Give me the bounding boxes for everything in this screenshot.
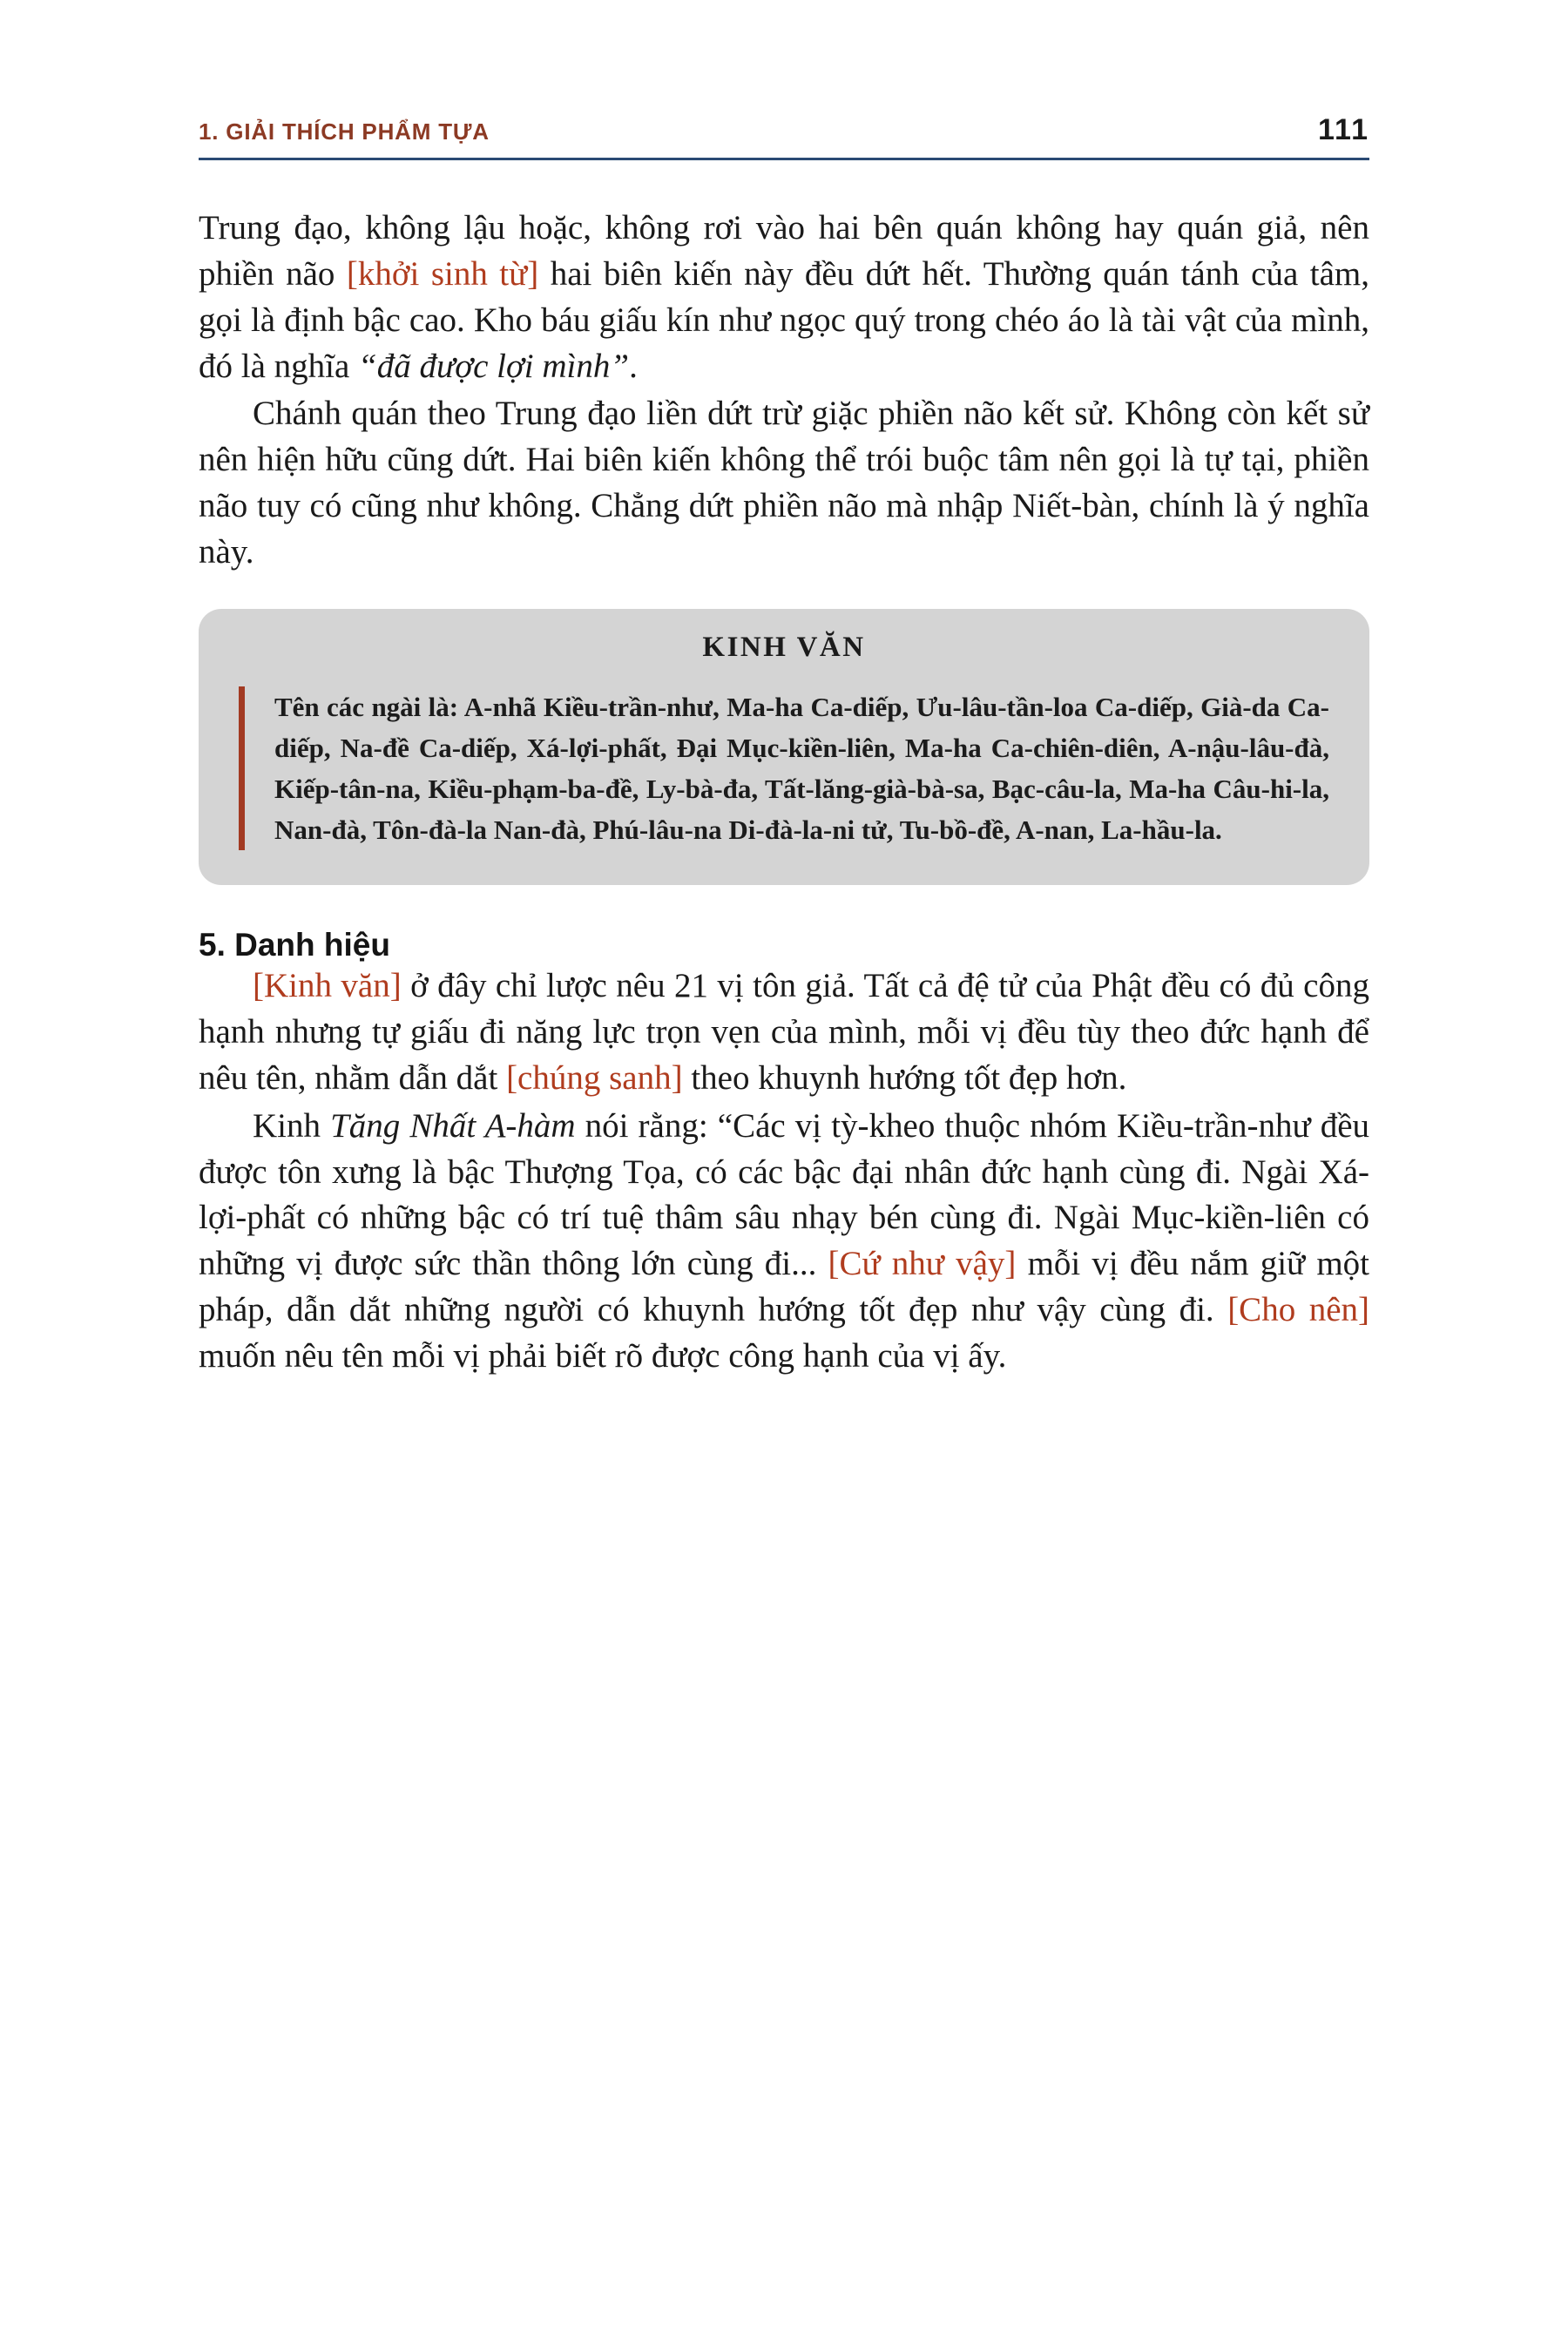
section-paragraph-2-part-1: Kinh <box>253 1106 331 1145</box>
paragraph-1-bracket-1: [khởi sinh từ] <box>346 254 539 293</box>
page-number: 111 <box>1318 113 1369 146</box>
sutra-body-wrapper <box>239 686 1329 850</box>
section-paragraph-1-bracket-1: [Kinh văn] <box>253 967 402 1005</box>
sutra-title-italic: Tăng Nhất A-hàm <box>330 1106 576 1145</box>
body-text <box>199 206 1369 1380</box>
section-paragraph-2-bracket-2: [Cho nên] <box>1227 1291 1369 1329</box>
paragraph-1-part-1: Trung đạo, không lậu hoặc, không rơi vào hai bên quán không hay quán giả, nên phiền não <box>199 209 1369 293</box>
sutra-text-box <box>199 609 1369 885</box>
section-paragraph-2-part-2: nói rằng: “Các vị tỳ-kheo thuộc nhóm Kiều-trần-như đều được tôn xưng là bậc Thượng Tọa, có các bậc đại nhân đức hạnh cùng đi. Ngài Xá-lợi-phất có những bậc có trí tuệ thâm sâu nhạy bén cùng đi. Ngài Mục-kiền-liên có những vị được sức thần thông lớn cùng đi... <box>199 1106 1370 1283</box>
section-paragraph-2-part-4: muốn nêu tên mỗi vị phải biết rõ được công hạnh của vị ấy. <box>199 1336 1007 1375</box>
paragraph-1 <box>199 206 1369 389</box>
sutra-body-text: Tên các ngài là: A-nhã Kiều-trần-như, Ma-ha Ca-diếp, Ưu-lâu-tần-loa Ca-diếp, Già-da Ca-diếp, Na-đề Ca-diếp, Xá-lợi-phất, Đại Mục-kiền-liên, Ma-ha Ca-chiên-diên, A-nậu-lâu-đà, Kiếp-tân-na, Kiều-phạm-ba-đề, Ly-bà-đa, Tất-lăng-già-bà-sa, Bạc-câu-la, Ma-ha Câu-hi-la, Nan-đà, Tôn-đà-la Nan-đà, Phú-lâu-na Di-đà-la-ni tử, Tu-bồ-đề, A-nan, La-hầu-la. <box>274 691 1329 846</box>
section-heading: 5. Danh hiệu <box>199 927 390 963</box>
section-paragraph-1 <box>199 963 1369 1102</box>
header-divider <box>199 158 1369 160</box>
section-paragraph-1-part-1: ở đây chỉ lược nêu 21 vị tôn giả. Tất cả đệ tử của Phật đều có đủ công hạnh nhưng tự giấu đi năng lực trọn vẹn của mình, mỗi vị đều tùy theo đức hạnh để nêu tên, nhằm dẫn dắt <box>199 967 1369 1097</box>
page-content <box>199 113 1369 1380</box>
section-paragraph-1-part-2: theo khuynh hướng tốt đẹp hơn. <box>682 1058 1127 1097</box>
paragraph-1-part-3: . <box>629 347 638 385</box>
paragraph-1-part-2: hai biên kiến này đều dứt hết. Thường quán tánh của tâm, gọi là định bậc cao. Kho báu giấu kín như ngọc quý trong chéo áo là tài vật của mình, đó là nghĩa <box>199 254 1369 385</box>
paragraph-1-italic-quote: “đã được lợi mình” <box>358 347 630 385</box>
section-paragraph-2-part-3: mỗi vị đều nắm giữ một pháp, dẫn dắt những người có khuynh hướng tốt đẹp như vậy cùng đi. <box>199 1245 1369 1329</box>
sutra-accent-bar <box>239 686 245 850</box>
sutra-box-heading: KINH VĂN <box>702 631 866 663</box>
section-paragraph-1-bracket-2: [chúng sanh] <box>506 1058 683 1097</box>
running-head <box>199 113 1369 147</box>
section-paragraph-2 <box>199 1104 1369 1380</box>
chapter-label: 1. GIẢI THÍCH PHẨM TỰA <box>199 118 490 145</box>
section-paragraph-2-bracket-1: [Cứ như vậy] <box>828 1245 1017 1283</box>
paragraph-2: Chánh quán theo Trung đạo liền dứt trừ giặc phiền não kết sử. Không còn kết sử nên hiện hữu cũng dứt. Hai biên kiến không thể trói buộc tâm nên gọi là tự tại, phiền não tuy có cũng như không. Chẳng dứt phiền não mà nhập Niết-bàn, chính là ý nghĩa này. <box>199 395 1369 571</box>
